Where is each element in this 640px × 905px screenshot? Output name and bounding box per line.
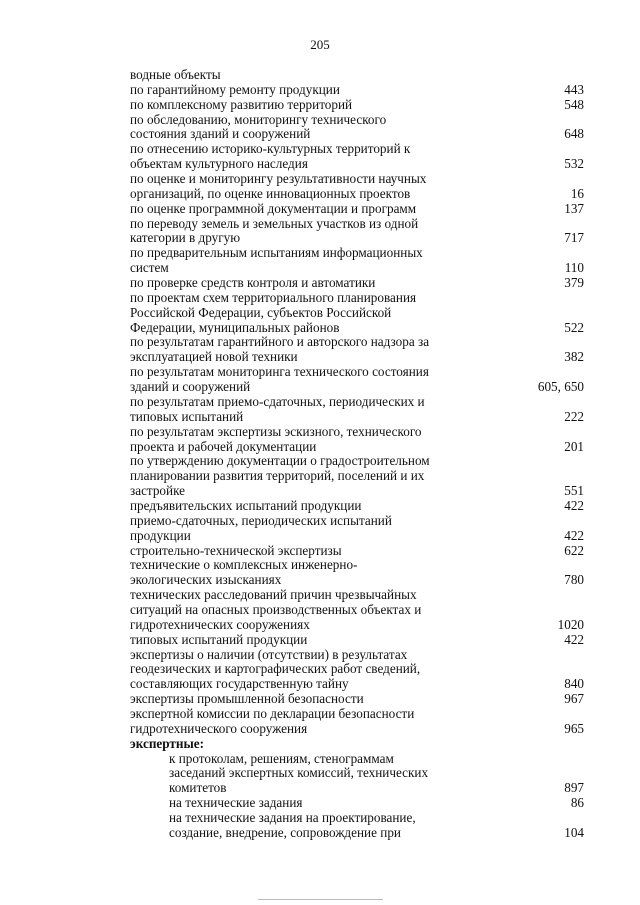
index-entry-line (130, 275, 584, 291)
index-entry-text: по предварительным испытаниям информационных (130, 245, 423, 261)
index-entry-line (130, 706, 584, 722)
index-entry-line (130, 691, 584, 707)
index-entry-line (130, 409, 584, 425)
index-entry-text: экспертизы о наличии (отсутствии) в результатах (130, 646, 408, 662)
index-entry-line (130, 171, 584, 187)
index-entry-text: гидротехнических сооружениях (130, 616, 310, 632)
index-entry-line (130, 528, 584, 544)
index-entry-line (130, 587, 584, 603)
index-entry-line (130, 141, 584, 157)
index-entry-text: экспертной комиссии по декларации безопасности (130, 705, 415, 721)
index-entry-text: по результатам приемо-сдаточных, периодических и (130, 393, 425, 409)
index-entry-line (169, 795, 584, 811)
index-entry-text: по проверке средств контроля и автоматики (130, 275, 376, 291)
index-entry-line (130, 245, 584, 261)
index-page-ref: 201 (564, 438, 584, 454)
index-page-ref: 104 (564, 824, 584, 840)
index-entry-line (130, 290, 584, 306)
index-entry-line (130, 156, 584, 172)
index-entry-text: по утверждению документации о градостроительном (130, 453, 430, 469)
index-page-ref: 222 (564, 408, 584, 424)
index-entry-text: создание, внедрение, сопровождение при (169, 824, 401, 840)
index-entry-text: категории в другую (130, 230, 241, 246)
index-entry-line (169, 780, 584, 796)
index-page-ref: 443 (564, 81, 584, 97)
index-page-ref: 532 (564, 156, 584, 172)
index-entry-text: к протоколам, решениям, стенограммам (169, 750, 394, 766)
index-entry-text: по оценке программной документации и программ (130, 200, 417, 216)
index-entry-line (130, 260, 584, 276)
index-entry-text: систем (130, 260, 169, 276)
index-entry-line (169, 751, 584, 767)
index-entry-line (130, 97, 584, 113)
index-entry-text: проекта и рабочей документации (130, 438, 317, 454)
index-entry-text: комитетов (169, 780, 227, 796)
index-entry-text: составляющих государственную тайну (130, 676, 349, 692)
index-entry-line (130, 617, 584, 633)
index-entry-text: по проектам схем территориального планирования (130, 289, 417, 305)
index-entry-line (130, 230, 584, 246)
page-number: 205 (310, 37, 330, 52)
index-page-ref: 897 (564, 780, 584, 796)
index-entry-line (130, 483, 584, 499)
index-page-ref: 717 (564, 230, 584, 246)
index-entry-text: по обследованию, мониторингу технического (130, 111, 387, 127)
index-entry-text: состояния зданий и сооружений (130, 126, 311, 142)
index-entry-line (130, 424, 584, 440)
index-page-ref: 422 (564, 497, 584, 513)
index-entry-line (130, 439, 584, 455)
index-entry-line (130, 305, 584, 321)
index-entry-text: по комплексному развитию территорий (130, 96, 353, 112)
index-entry-line (130, 453, 584, 469)
index-entry-text: по переводу земель и земельных участков из одной (130, 215, 419, 231)
index-entry-line (130, 468, 584, 484)
index-page-ref: 605, 650 (537, 379, 584, 395)
index-entry-text: приемо-сдаточных, периодических испытаний (130, 512, 392, 528)
index-page-ref: 840 (564, 676, 584, 692)
index-entry-line (130, 334, 584, 350)
index-entry-text: экспертные: (130, 735, 205, 751)
index-entry-text: по результатам гарантийного и авторского надзора за (130, 334, 430, 350)
index-entry-text: экспертизы промышленной безопасности (130, 691, 364, 707)
index-entry-line (130, 216, 584, 232)
index-entry-text: застройке (130, 483, 186, 499)
index-entry-line (169, 825, 584, 841)
index-entry-line (130, 676, 584, 692)
index-page-ref: 648 (564, 126, 584, 142)
index-entry-text: объектам культурного наследия (130, 156, 308, 172)
index-entry-line (130, 572, 584, 588)
index-entry-line (130, 201, 584, 217)
index-entry-line (130, 320, 584, 336)
index-entry-text: экологических изысканиях (130, 572, 282, 588)
index-entry-text: ситуаций на опасных производственных объектах и (130, 601, 422, 617)
index-entry-text: водные объекты (130, 67, 221, 82)
index-page-ref: 422 (564, 527, 584, 543)
index-page-ref: 422 (564, 631, 584, 647)
index-entry-text: гидротехнического сооружения (130, 720, 308, 736)
index-entry-text: Российской Федерации, субъектов Российской (130, 304, 392, 320)
index-entry-line (130, 67, 584, 83)
index-page-ref: 780 (564, 572, 584, 588)
index-entry-line (130, 186, 584, 202)
index-entry-line (130, 112, 584, 128)
index-entry-text: технических расследований причин чрезвычайных (130, 587, 417, 603)
index-page-ref: 110 (564, 260, 584, 276)
index-entry-text: по результатам мониторинга технического состояния (130, 364, 429, 380)
index-entry-text: по гарантийному ремонту продукции (130, 81, 340, 97)
index-entry-text: планировании развития территорий, поселений и их (130, 468, 425, 484)
index-entry-line (130, 379, 584, 395)
index-entry-text: по оценке и мониторингу результативности научных (130, 171, 427, 187)
index-entry-line (130, 557, 584, 573)
index-entry-line (130, 349, 584, 365)
index-entry-line (130, 126, 584, 142)
index-page-ref: 137 (564, 200, 584, 216)
index-entry-text: по результатам экспертизы эскизного, технического (130, 423, 422, 439)
index-page-ref: 382 (564, 349, 584, 365)
index-entry-text: эксплуатацией новой техники (130, 349, 298, 365)
index-page-ref: 548 (564, 96, 584, 112)
index-page-ref: 86 (570, 795, 584, 811)
index-entry-text: геодезических и картографических работ сведений, (130, 661, 421, 677)
index-page-ref: 965 (564, 720, 584, 736)
index-entry-line (130, 82, 584, 98)
index-page-ref: 1020 (557, 616, 584, 632)
index-page-ref: 551 (564, 483, 584, 499)
index-entry-text: на технические задания на проектирование, (169, 810, 416, 825)
index-entry-text: продукции (130, 527, 191, 543)
index-entry-line (130, 394, 584, 410)
index-entry-line (130, 498, 584, 514)
index-entry-text: технические о комплексных инженерно- (130, 557, 358, 573)
index-page-ref: 522 (564, 319, 584, 335)
index-entry-line (130, 661, 584, 677)
index-page-ref: 967 (564, 691, 584, 707)
index-entry-line (169, 810, 584, 826)
index-section-heading (130, 736, 584, 752)
index-page-ref: 16 (570, 185, 584, 201)
index-entry-line (130, 513, 584, 529)
index-entry-text: на технические задания (169, 795, 303, 811)
index-entry-text: типовых испытаний (130, 408, 244, 424)
index-entry-text: заседаний экспертных комиссий, технических (169, 765, 429, 781)
index-entry-text: по отнесению историко-культурных территорий к (130, 141, 411, 157)
index-page-ref: 379 (564, 275, 584, 291)
index-entry-line (169, 765, 584, 781)
index-entry-line (130, 647, 584, 663)
index-entry-text: организаций, по оценке инновационных проектов (130, 185, 411, 201)
index-entry-text: Федерации, муниципальных районов (130, 319, 340, 335)
index-entry-text: предъявительских испытаний продукции (130, 497, 362, 513)
index-entry-line (130, 632, 584, 648)
index-page-ref: 622 (564, 542, 584, 558)
index-entry-line (130, 721, 584, 737)
index-entry-line (130, 364, 584, 380)
scan-edge-mark (258, 899, 383, 900)
index-entry-line (130, 543, 584, 559)
index-entry-text: типовых испытаний продукции (130, 631, 308, 647)
index-entry-text: зданий и сооружений (130, 379, 251, 395)
index-entry-text: строительно-технической экспертизы (130, 542, 342, 558)
index-entry-line (130, 602, 584, 618)
